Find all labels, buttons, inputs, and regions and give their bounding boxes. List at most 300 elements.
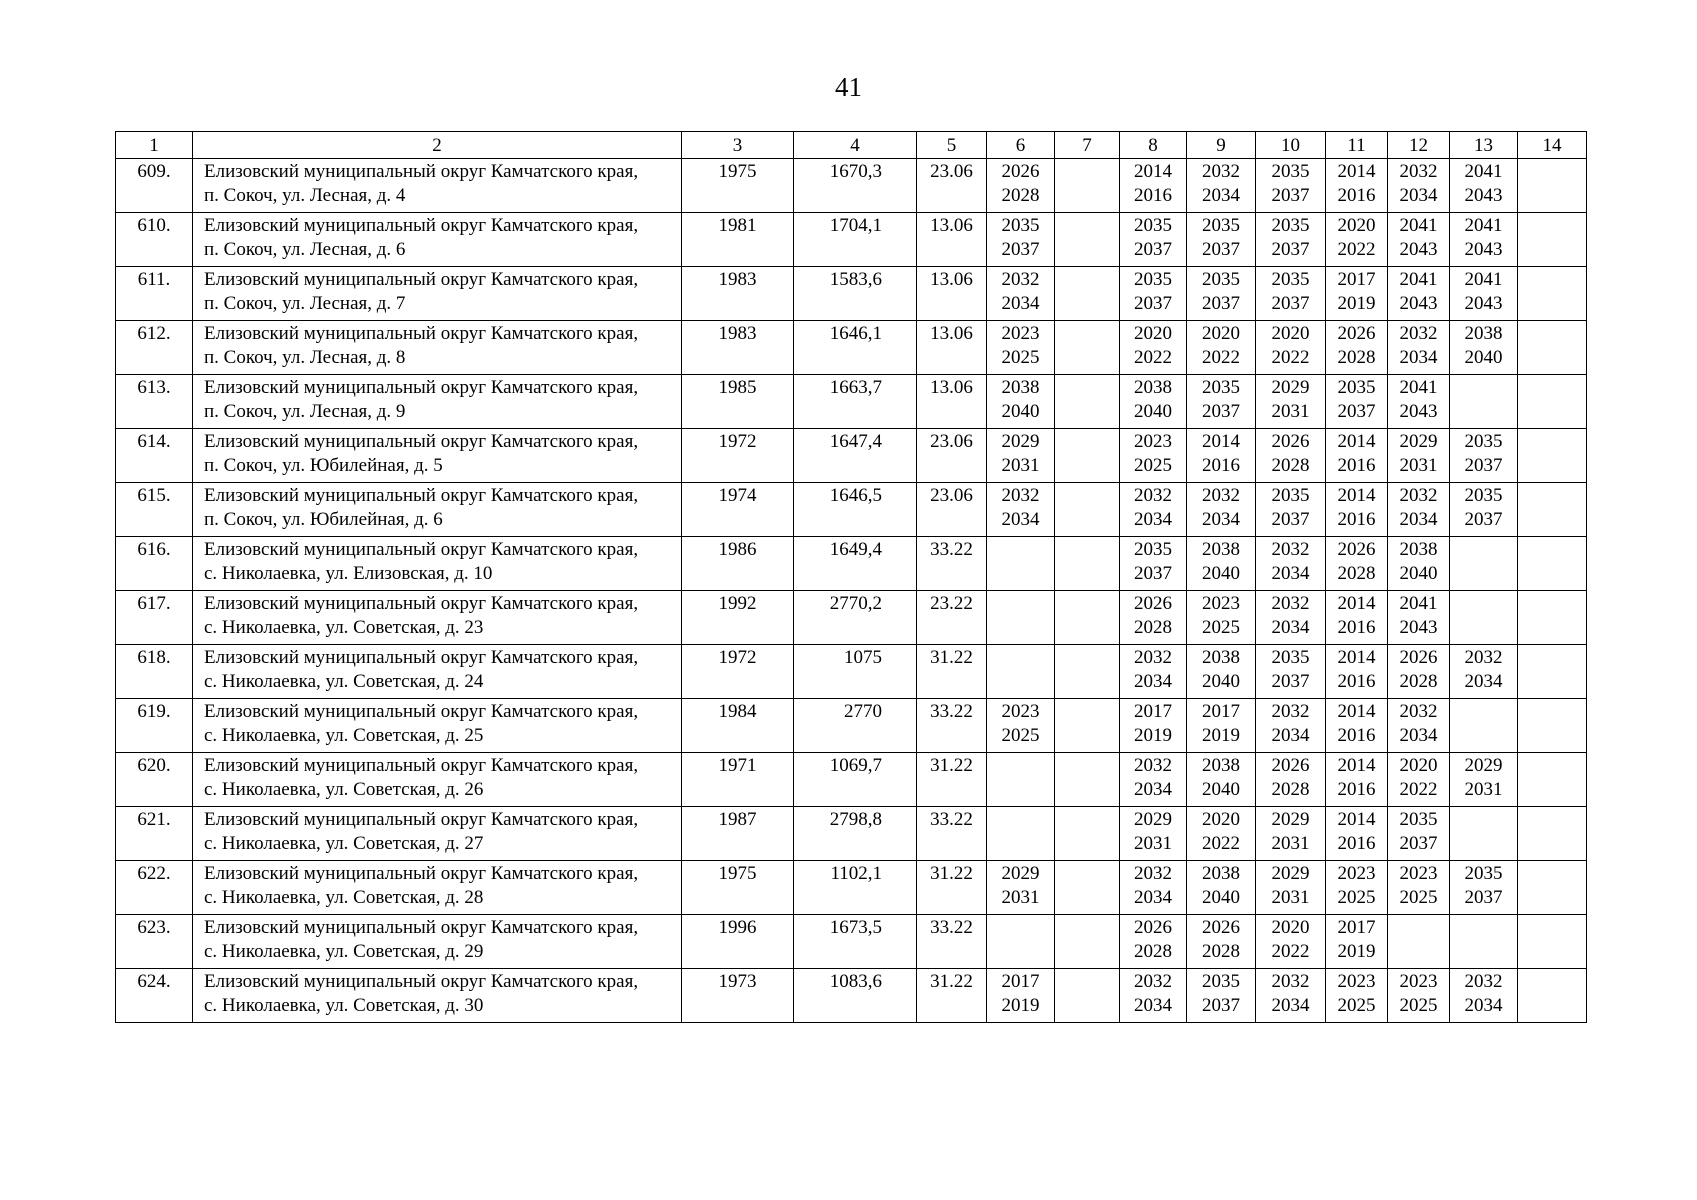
period-cell-12	[1388, 861, 1450, 915]
period-cell-13	[1450, 645, 1518, 699]
period-start: 2014	[1337, 701, 1376, 722]
period-start: 2023	[1001, 323, 1040, 344]
address-line-2: п. Сокоч, ул. Лесная, д. 9	[204, 400, 406, 422]
area-value: 1647,4	[829, 431, 882, 452]
period-end: 2019	[1337, 940, 1376, 962]
year-built: 1975	[718, 161, 757, 182]
address-cell	[193, 699, 682, 753]
period-end: 2031	[1001, 454, 1040, 476]
period-cell-12	[1388, 645, 1450, 699]
period-cell-11	[1326, 429, 1388, 483]
row-number: 615.	[137, 485, 171, 506]
period-start: 2032	[1399, 161, 1438, 182]
period-cell-13	[1450, 807, 1518, 861]
period-start: 2020	[1337, 215, 1376, 236]
period-start: 2032	[1001, 269, 1040, 290]
year-built-cell	[682, 429, 794, 483]
year-built-cell	[682, 699, 794, 753]
period-end: 2028	[1001, 184, 1040, 206]
period-cell-12	[1388, 753, 1450, 807]
code-cell	[917, 213, 987, 267]
period-cell-7	[1055, 753, 1120, 807]
period-cell-13	[1450, 537, 1518, 591]
row-number: 616.	[137, 539, 171, 560]
period-start: 2017	[1337, 917, 1376, 938]
address-cell	[193, 375, 682, 429]
period-end: 2028	[1271, 454, 1310, 476]
year-built: 1987	[718, 809, 757, 830]
area-cell	[794, 807, 917, 861]
code-value: 13.06	[930, 323, 973, 344]
period-end: 2016	[1337, 508, 1376, 530]
period-cell-14	[1518, 159, 1587, 213]
period-start: 2032	[1202, 161, 1240, 182]
code-cell	[917, 699, 987, 753]
address-line-1: Елизовский муниципальный округ Камчатского края,	[204, 971, 639, 992]
period-end: 2037	[1001, 238, 1040, 260]
address-line-1: Елизовский муниципальный округ Камчатского края,	[204, 701, 639, 722]
period-start: 2017	[1337, 269, 1376, 290]
row-number: 618.	[137, 647, 171, 668]
period-cell-10	[1256, 213, 1326, 267]
year-built-cell	[682, 537, 794, 591]
period-end: 2016	[1337, 454, 1376, 476]
address-cell	[193, 645, 682, 699]
period-start: 2017	[1202, 701, 1240, 722]
address-cell	[193, 591, 682, 645]
period-end: 2037	[1202, 994, 1240, 1016]
column-header: 4	[794, 132, 917, 159]
period-end: 2034	[1134, 508, 1172, 530]
period-start: 2020	[1399, 755, 1438, 776]
address-line-2: с. Николаевка, ул. Советская, д. 25	[204, 724, 484, 746]
period-start: 2023	[1337, 863, 1376, 884]
area-cell	[794, 375, 917, 429]
period-cell-13	[1450, 591, 1518, 645]
area-value: 1670,3	[829, 161, 882, 182]
code-value: 13.06	[930, 269, 973, 290]
year-built-cell	[682, 753, 794, 807]
period-cell-14	[1518, 321, 1587, 375]
period-cell-13	[1450, 375, 1518, 429]
period-cell-12	[1388, 807, 1450, 861]
period-end: 2037	[1464, 454, 1503, 476]
period-end: 2028	[1271, 778, 1310, 800]
period-cell-9	[1187, 483, 1256, 537]
table-row	[116, 645, 1587, 699]
period-end: 2025	[1001, 346, 1040, 368]
period-start: 2032	[1134, 971, 1172, 992]
period-cell-9	[1187, 321, 1256, 375]
row-number-cell	[116, 645, 193, 699]
period-cell-9	[1187, 213, 1256, 267]
table-row	[116, 807, 1587, 861]
code-cell	[917, 159, 987, 213]
period-cell-11	[1326, 375, 1388, 429]
period-end: 2025	[1399, 994, 1438, 1016]
year-built: 1972	[718, 647, 757, 668]
period-cell-13	[1450, 699, 1518, 753]
address-cell	[193, 537, 682, 591]
period-cell-13	[1450, 483, 1518, 537]
period-start: 2026	[1134, 917, 1172, 938]
period-start: 2026	[1271, 431, 1310, 452]
address-line-2: п. Сокоч, ул. Юбилейная, д. 6	[204, 508, 443, 530]
address-line-2: п. Сокоч, ул. Лесная, д. 7	[204, 292, 406, 314]
address-line-2: п. Сокоч, ул. Лесная, д. 8	[204, 346, 406, 368]
year-built: 1972	[718, 431, 757, 452]
code-cell	[917, 375, 987, 429]
period-cell-12	[1388, 213, 1450, 267]
address-line-2: с. Николаевка, ул. Советская, д. 26	[204, 778, 484, 800]
period-cell-8	[1120, 699, 1187, 753]
column-number-row	[116, 132, 1587, 159]
period-start: 2041	[1464, 161, 1503, 182]
address-line-2: с. Николаевка, ул. Советская, д. 30	[204, 994, 484, 1016]
area-value: 1663,7	[829, 377, 882, 398]
year-built: 1971	[718, 755, 757, 776]
period-cell-8	[1120, 267, 1187, 321]
area-cell	[794, 753, 917, 807]
period-cell-11	[1326, 213, 1388, 267]
area-value: 1069,7	[829, 755, 882, 776]
period-cell-12	[1388, 537, 1450, 591]
period-end: 2037	[1337, 400, 1376, 422]
period-cell-6	[987, 861, 1055, 915]
period-cell-13	[1450, 429, 1518, 483]
period-cell-6	[987, 429, 1055, 483]
row-number: 617.	[137, 593, 171, 614]
row-number: 612.	[137, 323, 171, 344]
period-end: 2022	[1399, 778, 1438, 800]
period-end: 2028	[1202, 940, 1240, 962]
period-end: 2034	[1202, 508, 1240, 530]
period-end: 2019	[1134, 724, 1172, 746]
period-start: 2014	[1337, 809, 1376, 830]
period-cell-12	[1388, 159, 1450, 213]
period-start: 2032	[1271, 971, 1310, 992]
row-number: 620.	[137, 755, 171, 776]
period-cell-6	[987, 807, 1055, 861]
code-cell	[917, 645, 987, 699]
period-cell-14	[1518, 807, 1587, 861]
period-start: 2032	[1271, 593, 1310, 614]
period-cell-14	[1518, 699, 1587, 753]
period-end: 2016	[1337, 670, 1376, 692]
period-end: 2019	[1337, 292, 1376, 314]
period-end: 2031	[1271, 832, 1310, 854]
row-number: 614.	[137, 431, 171, 452]
code-cell	[917, 267, 987, 321]
row-number-cell	[116, 483, 193, 537]
period-cell-13	[1450, 267, 1518, 321]
period-start: 2026	[1271, 755, 1310, 776]
period-start: 2035	[1001, 215, 1040, 236]
period-end: 2028	[1337, 562, 1376, 584]
period-cell-7	[1055, 861, 1120, 915]
table-row	[116, 969, 1587, 1023]
address-line-1: Елизовский муниципальный округ Камчатского края,	[204, 161, 639, 182]
period-end: 2025	[1001, 724, 1040, 746]
period-cell-12	[1388, 483, 1450, 537]
code-value: 23.22	[930, 593, 973, 614]
period-cell-9	[1187, 861, 1256, 915]
address-cell	[193, 861, 682, 915]
period-end: 2034	[1399, 346, 1438, 368]
period-cell-13	[1450, 321, 1518, 375]
period-start: 2020	[1202, 323, 1240, 344]
period-start: 2023	[1001, 701, 1040, 722]
column-header: 2	[193, 132, 682, 159]
period-end: 2019	[1001, 994, 1040, 1016]
period-cell-10	[1256, 483, 1326, 537]
period-end: 2031	[1001, 886, 1040, 908]
period-end: 2034	[1271, 616, 1310, 638]
area-cell	[794, 645, 917, 699]
column-header: 14	[1518, 132, 1587, 159]
area-value: 1646,1	[829, 323, 882, 344]
period-start: 2029	[1271, 809, 1310, 830]
area-value: 1673,5	[829, 917, 882, 938]
period-start: 2035	[1271, 161, 1310, 182]
period-cell-7	[1055, 159, 1120, 213]
year-built: 1983	[718, 269, 757, 290]
row-number-cell	[116, 537, 193, 591]
period-end: 2040	[1001, 400, 1040, 422]
period-cell-11	[1326, 591, 1388, 645]
period-cell-14	[1518, 267, 1587, 321]
code-cell	[917, 483, 987, 537]
period-start: 2032	[1134, 755, 1172, 776]
area-cell	[794, 591, 917, 645]
period-start: 2032	[1134, 863, 1172, 884]
period-cell-6	[987, 591, 1055, 645]
period-cell-8	[1120, 591, 1187, 645]
period-cell-14	[1518, 861, 1587, 915]
row-number-cell	[116, 321, 193, 375]
address-line-1: Елизовский муниципальный округ Камчатского края,	[204, 431, 639, 452]
period-end: 2025	[1202, 616, 1240, 638]
period-cell-10	[1256, 969, 1326, 1023]
period-cell-7	[1055, 645, 1120, 699]
address-line-2: с. Николаевка, ул. Советская, д. 24	[204, 670, 484, 692]
area-cell	[794, 321, 917, 375]
period-cell-10	[1256, 753, 1326, 807]
code-value: 33.22	[930, 539, 973, 560]
period-start: 2035	[1464, 431, 1503, 452]
code-cell	[917, 807, 987, 861]
address-line-2: п. Сокоч, ул. Лесная, д. 4	[204, 184, 406, 206]
year-built: 1985	[718, 377, 757, 398]
code-value: 33.22	[930, 701, 973, 722]
column-header: 12	[1388, 132, 1450, 159]
period-end: 2016	[1202, 454, 1240, 476]
period-start: 2023	[1134, 431, 1172, 452]
period-cell-7	[1055, 429, 1120, 483]
row-number: 613.	[137, 377, 171, 398]
period-end: 2043	[1464, 184, 1503, 206]
period-end: 2037	[1271, 184, 1310, 206]
column-header: 13	[1450, 132, 1518, 159]
period-start: 2032	[1464, 971, 1503, 992]
area-value: 1649,4	[829, 539, 882, 560]
page-number: 41	[835, 72, 862, 102]
period-end: 2022	[1134, 346, 1172, 368]
period-end: 2034	[1001, 292, 1040, 314]
period-cell-14	[1518, 537, 1587, 591]
area-cell	[794, 483, 917, 537]
year-built: 1974	[718, 485, 757, 506]
row-number: 610.	[137, 215, 171, 236]
code-value: 13.06	[930, 215, 973, 236]
period-end: 2028	[1399, 670, 1438, 692]
table-row	[116, 375, 1587, 429]
period-start: 2026	[1337, 539, 1376, 560]
table-row	[116, 159, 1587, 213]
row-number-cell	[116, 375, 193, 429]
period-cell-10	[1256, 645, 1326, 699]
code-value: 31.22	[930, 647, 973, 668]
period-start: 2041	[1399, 269, 1438, 290]
period-cell-12	[1388, 321, 1450, 375]
address-line-1: Елизовский муниципальный округ Камчатского края,	[204, 215, 639, 236]
period-start: 2029	[1134, 809, 1172, 830]
period-start: 2035	[1271, 269, 1310, 290]
year-built: 1973	[718, 971, 757, 992]
period-end: 2040	[1202, 886, 1240, 908]
year-built-cell	[682, 321, 794, 375]
address-line-2: п. Сокоч, ул. Лесная, д. 6	[204, 238, 406, 260]
period-cell-13	[1450, 753, 1518, 807]
period-start: 2014	[1337, 161, 1376, 182]
period-cell-8	[1120, 753, 1187, 807]
period-end: 2034	[1271, 994, 1310, 1016]
row-number-cell	[116, 915, 193, 969]
period-cell-14	[1518, 375, 1587, 429]
period-cell-10	[1256, 915, 1326, 969]
period-start: 2032	[1271, 539, 1310, 560]
year-built: 1983	[718, 323, 757, 344]
address-line-1: Елизовский муниципальный округ Камчатского края,	[204, 647, 639, 668]
period-cell-12	[1388, 429, 1450, 483]
period-cell-8	[1120, 213, 1187, 267]
period-cell-7	[1055, 537, 1120, 591]
column-header: 10	[1256, 132, 1326, 159]
code-cell	[917, 915, 987, 969]
address-line-2: с. Николаевка, ул. Советская, д. 27	[204, 832, 484, 854]
column-header: 5	[917, 132, 987, 159]
period-cell-6	[987, 375, 1055, 429]
area-cell	[794, 213, 917, 267]
period-start: 2029	[1464, 755, 1503, 776]
year-built-cell	[682, 483, 794, 537]
period-cell-6	[987, 159, 1055, 213]
period-cell-11	[1326, 753, 1388, 807]
period-cell-6	[987, 321, 1055, 375]
period-cell-6	[987, 483, 1055, 537]
period-start: 2026	[1202, 917, 1240, 938]
period-cell-10	[1256, 861, 1326, 915]
period-start: 2017	[1134, 701, 1172, 722]
period-end: 2034	[1464, 994, 1503, 1016]
period-cell-10	[1256, 159, 1326, 213]
year-built: 1996	[718, 917, 757, 938]
period-end: 2034	[1134, 994, 1172, 1016]
year-built: 1992	[718, 593, 757, 614]
period-cell-7	[1055, 321, 1120, 375]
period-cell-9	[1187, 375, 1256, 429]
address-line-1: Елизовский муниципальный округ Камчатского края,	[204, 377, 639, 398]
table-row	[116, 753, 1587, 807]
row-number-cell	[116, 699, 193, 753]
period-start: 2032	[1134, 485, 1172, 506]
period-cell-7	[1055, 591, 1120, 645]
period-cell-13	[1450, 861, 1518, 915]
address-cell	[193, 753, 682, 807]
period-cell-10	[1256, 375, 1326, 429]
address-cell	[193, 969, 682, 1023]
area-cell	[794, 537, 917, 591]
period-end: 2037	[1202, 238, 1240, 260]
period-cell-11	[1326, 267, 1388, 321]
code-value: 23.06	[930, 431, 973, 452]
period-start: 2038	[1464, 323, 1503, 344]
period-start: 2038	[1134, 377, 1172, 398]
period-end: 2043	[1399, 238, 1438, 260]
year-built-cell	[682, 969, 794, 1023]
period-end: 2031	[1271, 886, 1310, 908]
year-built: 1975	[718, 863, 757, 884]
period-end: 2040	[1202, 778, 1240, 800]
area-cell	[794, 429, 917, 483]
row-number-cell	[116, 159, 193, 213]
period-start: 2041	[1399, 593, 1438, 614]
period-start: 2020	[1271, 917, 1310, 938]
period-start: 2032	[1202, 485, 1240, 506]
period-cell-8	[1120, 375, 1187, 429]
period-start: 2041	[1464, 215, 1503, 236]
period-cell-8	[1120, 483, 1187, 537]
period-cell-8	[1120, 645, 1187, 699]
period-start: 2038	[1202, 863, 1240, 884]
period-start: 2026	[1337, 323, 1376, 344]
period-end: 2040	[1202, 562, 1240, 584]
year-built-cell	[682, 591, 794, 645]
area-value: 2770	[844, 701, 882, 722]
address-cell	[193, 483, 682, 537]
code-cell	[917, 537, 987, 591]
row-number: 624.	[137, 971, 171, 992]
address-line-2: с. Николаевка, ул. Елизовская, д. 10	[204, 562, 493, 584]
period-start: 2014	[1337, 485, 1376, 506]
period-start: 2035	[1202, 377, 1240, 398]
period-cell-7	[1055, 483, 1120, 537]
period-end: 2016	[1337, 832, 1376, 854]
period-cell-10	[1256, 537, 1326, 591]
address-line-2: с. Николаевка, ул. Советская, д. 29	[204, 940, 484, 962]
period-cell-7	[1055, 807, 1120, 861]
row-number: 622.	[137, 863, 171, 884]
period-cell-10	[1256, 321, 1326, 375]
period-end: 2043	[1399, 292, 1438, 314]
period-start: 2032	[1001, 485, 1040, 506]
row-number-cell	[116, 861, 193, 915]
period-cell-13	[1450, 159, 1518, 213]
period-end: 2037	[1464, 508, 1503, 530]
area-value: 2770,2	[829, 593, 882, 614]
period-cell-10	[1256, 267, 1326, 321]
period-cell-12	[1388, 969, 1450, 1023]
